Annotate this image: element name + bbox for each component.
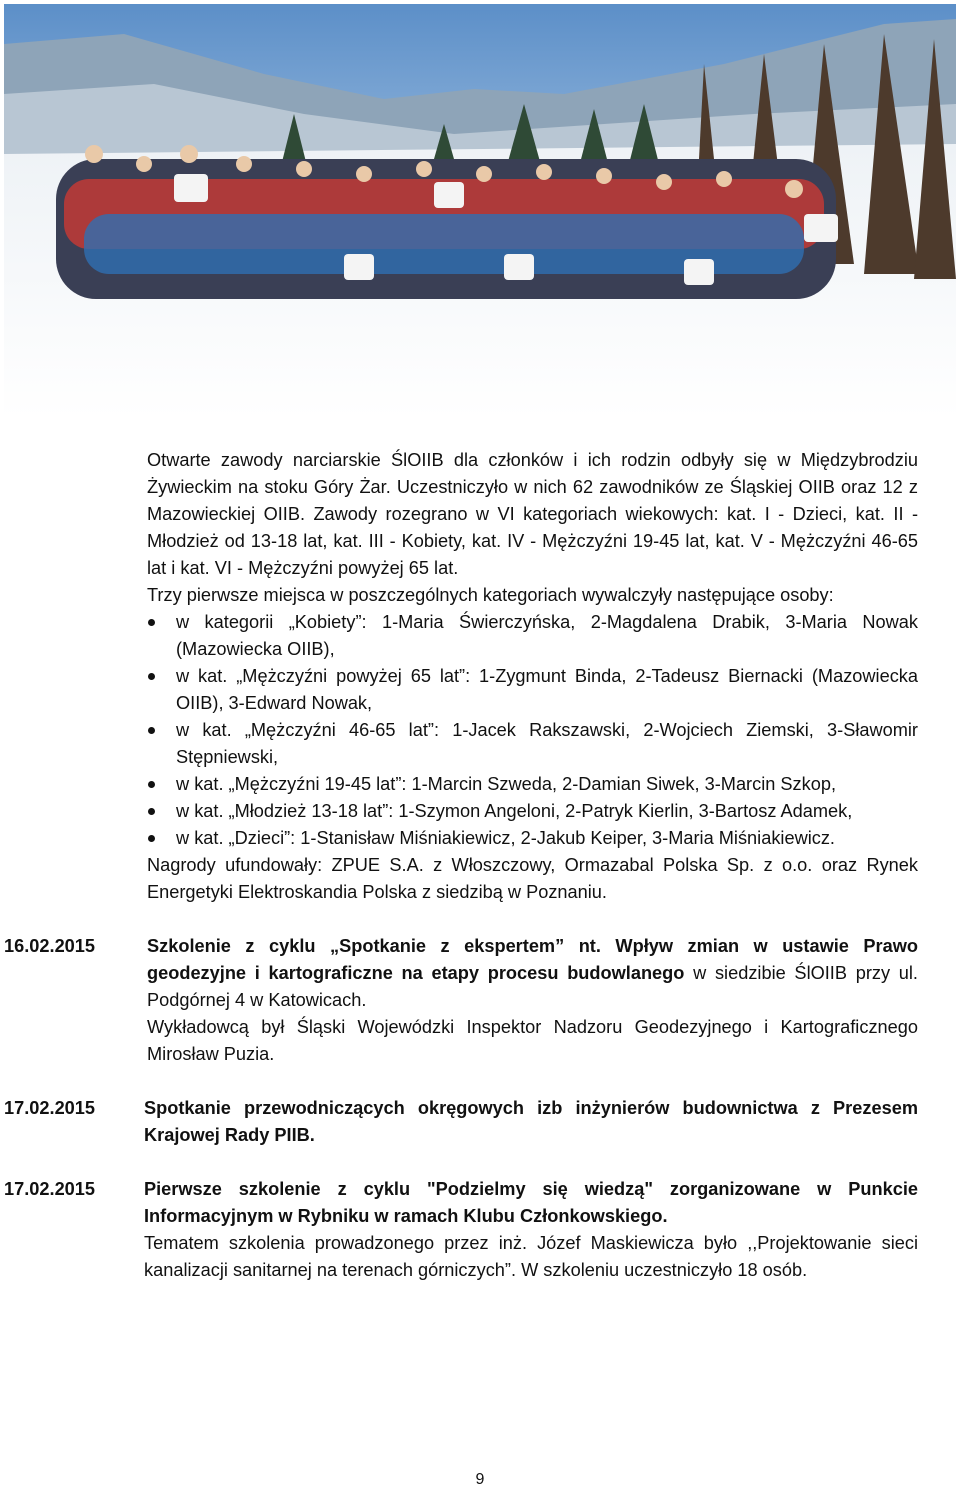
event-body: Wykładowcą był Śląski Wojewódzki Inspektor Nadzoru Geodezyjnego i Kartograficznego Mirosław Puzia.: [147, 1017, 918, 1064]
list-item: w kat. „Mężczyźni 19-45 lat”: 1-Marcin Szweda, 2-Damian Siwek, 3-Marcin Szkop,: [147, 771, 918, 798]
list-item: w kat. „Mężczyźni 46-65 lat”: 1-Jacek Rakszawski, 2-Wojciech Ziemski, 3-Sławomir Stępniewski,: [147, 717, 918, 771]
sponsors-paragraph: Nagrody ufundowały: ZPUE S.A. z Włoszczowy, Ormazabal Polska Sp. z o.o. oraz Rynek Energetyki Elektroskandia Polska z siedzibą w Poznaniu.: [147, 855, 918, 902]
event-title: [147, 933, 918, 1014]
list-item: w kat. „Dzieci”: 1-Stanisław Miśniakiewicz, 2-Jakub Keiper, 3-Maria Miśniakiewicz.: [147, 825, 918, 852]
event-title-bold: Spotkanie przewodniczących okręgowych izb inżynierów budownictwa z Prezesem Krajowej Rady PIIB.: [144, 1098, 918, 1145]
page-content: [0, 447, 960, 1284]
results-list: [147, 609, 918, 852]
page-number: 9: [475, 1471, 485, 1488]
event-title-bold: Szkolenie z cyklu „Spotkanie z ekspertem” nt. Wpływ zmian w ustawie Prawo geodezyjne i kartograficzne na etapy procesu budowlanego: [147, 936, 918, 983]
event-body: Tematem szkolenia prowadzonego przez inż. Józef Maskiewicza było ,,Projektowanie sieci kanalizacji sanitarnej na terenach górniczych”. W szkoleniu uczestniczyło 18 osób.: [144, 1233, 918, 1280]
results-lead: Trzy pierwsze miejsca w poszczególnych kategoriach wywalczyły następujące osoby:: [147, 585, 834, 605]
group-photo: [4, 4, 956, 418]
event-entry: [0, 933, 960, 1068]
event-date: 16.02.2015: [4, 936, 96, 956]
event-title: [144, 1176, 918, 1230]
event-title-bold: Pierwsze szkolenie z cyklu "Podzielmy się wiedzą" zorganizowane w Punkcie Informacyjnym w Rybniku w ramach Klubu Członkowskiego.: [144, 1179, 918, 1226]
intro-paragraph: Otwarte zawody narciarskie ŚlOIIB dla członków i ich rodzin odbyły się w Międzybrodziu Żywieckim na stoku Góry Żar. Uczestniczyło w nich 62 zawodników ze Śląskiej OIIB oraz 12 z Mazowieckiej OIIB. Zawody rozegrano w VI kategoriach wiekowych: kat. I - Dzieci, kat. II - Młodzież od 13-18 lat, kat. III - Kobiety, kat. IV - Mężczyźni 19-45 lat, kat. V - Mężczyźni 46-65 lat i kat. VI - Mężczyźni powyżej 65 lat.: [147, 450, 918, 578]
list-item: w kategorii „Kobiety”: 1-Maria Świerczyńska, 2-Magdalena Drabik, 3-Maria Nowak (Mazowiecka OIIB),: [147, 609, 918, 663]
list-item: w kat. „Mężczyźni powyżej 65 lat”: 1-Zygmunt Binda, 2-Tadeusz Biernacki (Mazowiecka OIIB), 3-Edward Nowak,: [147, 663, 918, 717]
ski-competition-report: [0, 447, 960, 906]
event-date: 17.02.2015: [4, 1098, 96, 1118]
event-title: [144, 1095, 918, 1149]
event-title-rest: w siedzibie ŚlOIIB przy ul. Podgórnej 4 w Katowicach.: [147, 963, 918, 1010]
group-photo-icon: [4, 4, 956, 418]
event-date: 17.02.2015: [4, 1179, 96, 1199]
list-item: w kat. „Młodzież 13-18 lat”: 1-Szymon Angeloni, 2-Patryk Kierlin, 3-Bartosz Adamek,: [147, 798, 918, 825]
event-entry: [0, 1095, 960, 1149]
event-entry: [0, 1176, 960, 1284]
